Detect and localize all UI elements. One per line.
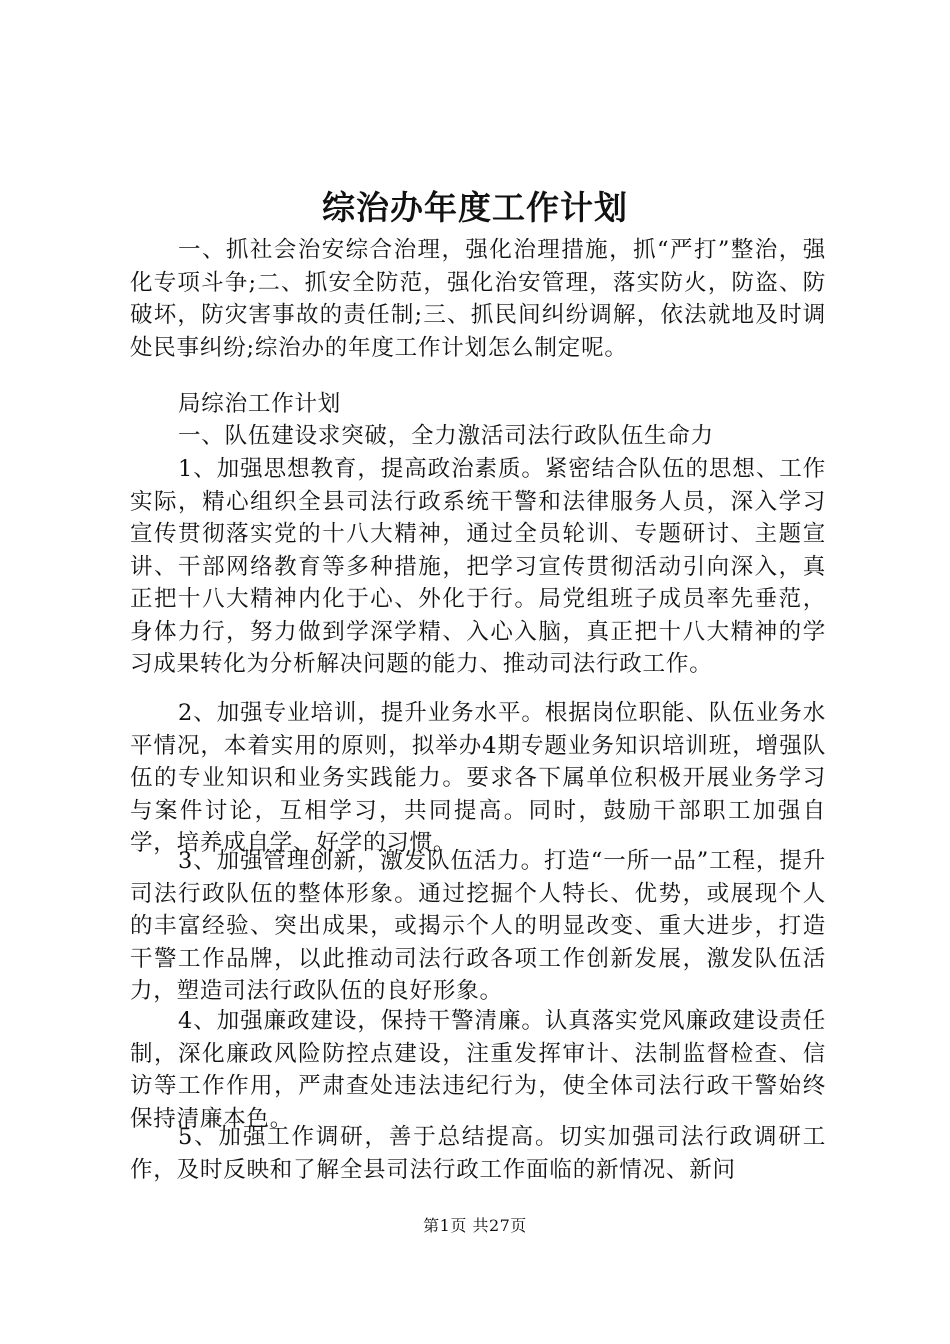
paragraph-2: 2、加强专业培训，提升业务水平。根据岗位职能、队伍业务水平情况，本着实用的原则，拟举办4期专题业务知识培训班，增强队伍的专业知识和业务实践能力。要求各下属单位积极开展业务学习与案件讨论，互相学习，共同提高。同时，鼓励干部职工加强自学，培养成自学、好学的习惯。: [130, 700, 826, 856]
plan-subtitle: 局综治工作计划: [178, 391, 342, 417]
paragraph-5: 5、加强工作调研，善于总结提高。切实加强司法行政调研工作，及时反映和了解全县司法行政工作面临的新情况、新问: [130, 1124, 826, 1183]
paragraph-1: 1、加强思想教育，提高政治素质。紧密结合队伍的思想、工作实际，精心组织全县司法行政系统干警和法律服务人员，深入学习宣传贯彻落实党的十八大精神，通过全员轮训、专题研讨、主题宣讲、干部网络教育等多种措施，把学习宣传贯彻活动引向深入，真正把十八大精神内化于心、外化于行。局党组班子成员率先垂范，身体力行，努力做到学深学精、入心入脑，真正把十八大精神的学习成果转化为分析解决问题的能力、推动司法行政工作。: [130, 456, 826, 677]
page-number: 第1页 共27页: [423, 1216, 527, 1235]
paragraph-4: 4、加强廉政建设，保持干警清廉。认真落实党风廉政建设责任制，深化廉政风险防控点建设，注重发挥审计、法制监督检查、信访等工作作用，严肃查处违法违纪行为，使全体司法行政干警始终保持清廉本色。: [130, 1008, 826, 1132]
section-heading: 一、队伍建设求突破，全力激活司法行政队伍生命力: [178, 423, 714, 449]
document-title: 综治办年度工作计划: [322, 188, 628, 227]
intro-paragraph: 一、抓社会治安综合治理，强化治理措施，抓“严打”整治，强化专项斗争;二、抓安全防范，强化治安管理，落实防火，防盗、防破坏，防灾害事故的责任制;三、抓民间纠纷调解，依法就地及时调处民事纠纷;综治办的年度工作计划怎么制定呢。: [130, 237, 826, 361]
paragraph-3: 3、加强管理创新，激发队伍活力。打造“一所一品”工程，提升司法行政队伍的整体形象。通过挖掘个人特长、优势，或展现个人的丰富经验、突出成果，或揭示个人的明显改变、重大进步，打造干警工作品牌，以此推动司法行政各项工作创新发展，激发队伍活力，塑造司法行政队伍的良好形象。: [130, 848, 826, 1004]
